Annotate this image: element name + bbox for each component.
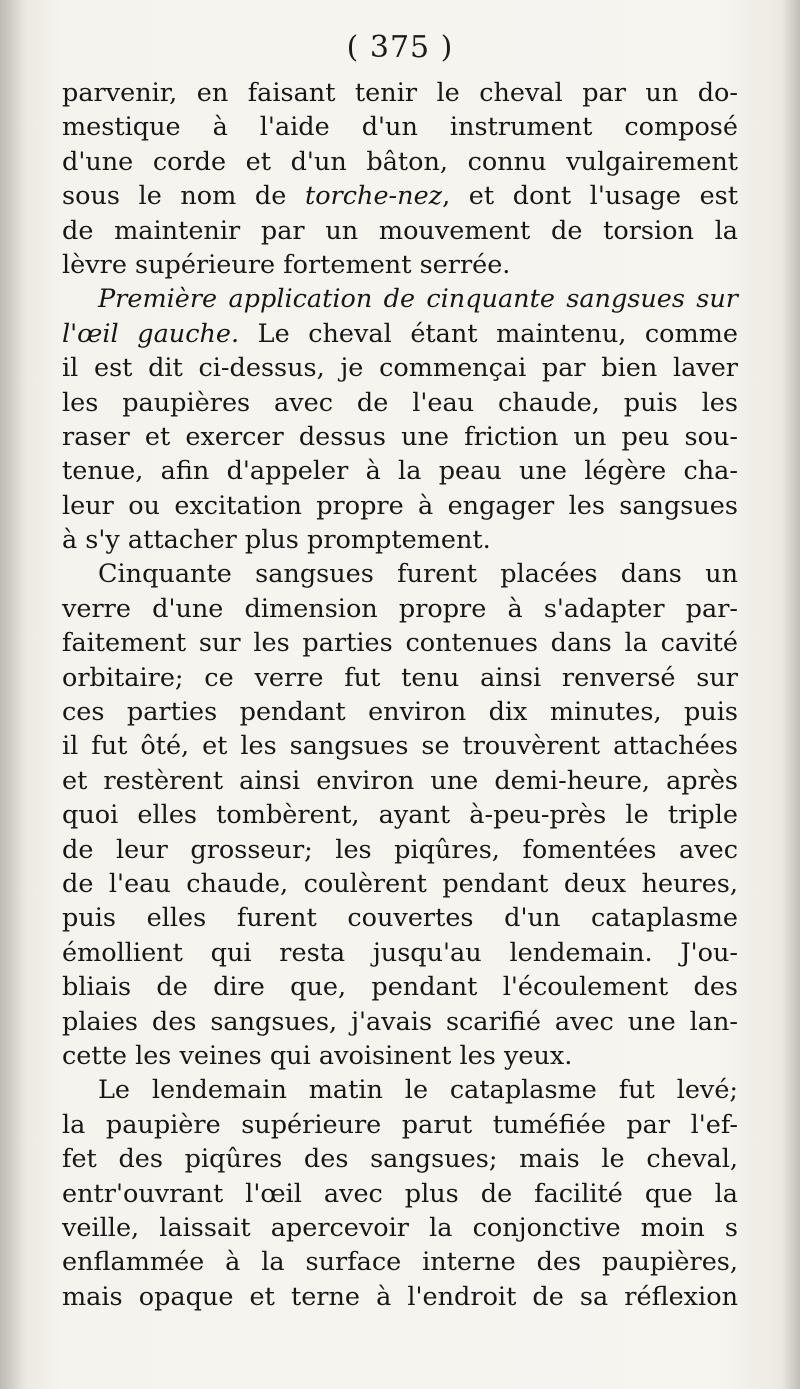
line-text: entr'ouvrant l'œil avec plus de facilité que la (62, 1178, 738, 1209)
text-line (62, 386, 738, 420)
text-line (62, 1108, 738, 1142)
text-line (62, 901, 738, 935)
text-line (62, 282, 738, 316)
text-line (62, 626, 738, 660)
line-text: parvenir, en faisant tenir le cheval par un do- (62, 78, 738, 108)
line-text: d'une corde et d'un bâton, connu vulgairement (62, 146, 738, 177)
text-line (62, 1280, 738, 1314)
text-line (62, 248, 738, 282)
text-line (62, 970, 738, 1004)
page-shadow-right (782, 0, 800, 1389)
text-line (62, 833, 738, 867)
paragraph (62, 76, 738, 282)
page-shadow-left (0, 0, 26, 1389)
line-text: ces parties pendant environ dix minutes, puis (62, 697, 738, 728)
line-text: il fut ôté, et les sangsues se trouvèrent attachées (62, 731, 738, 762)
text-line (62, 936, 738, 970)
line-text: mais opaque et terne à l'endroit de sa réflexion (62, 1281, 738, 1312)
text-line (62, 179, 738, 213)
text-line (62, 729, 738, 763)
text-line (62, 489, 738, 523)
text-line (62, 764, 738, 798)
text-line (62, 867, 738, 901)
line-text: puis elles furent couvertes d'un cataplasme (62, 903, 738, 934)
italic-text: Première application de cinquante sangsues sur (98, 284, 738, 315)
text-line (62, 76, 738, 110)
line-text: mestique à l'aide d'un instrument composé (62, 112, 738, 143)
line-text: enflammée à la surface interne des paupières, (62, 1247, 738, 1278)
line-text: de leur grosseur; les piqûres, fomentées avec (62, 834, 738, 865)
line-text: quoi elles tombèrent, ayant à-peu-près le triple (62, 800, 738, 831)
text-line (62, 695, 738, 729)
line-text: cette les veines qui avoisinent les yeux. (62, 1040, 573, 1071)
line-text: et restèrent ainsi environ une demi-heure, après (62, 765, 738, 796)
text-line (62, 1245, 738, 1279)
line-text: faitement sur les parties contenues dans la cavité (62, 628, 738, 659)
text-line (62, 110, 738, 144)
text-line (62, 454, 738, 488)
text-line (62, 420, 738, 454)
text-line (62, 351, 738, 385)
line-text: sous le nom de (62, 181, 305, 212)
line-text: bliais de dire que, pendant l'écoulement des (62, 972, 738, 1003)
paragraph (62, 282, 738, 557)
text-line (62, 317, 738, 351)
line-text: tenue, afin d'appeler à la peau une légère cha- (62, 456, 738, 487)
line-text: veille, laissait apercevoir la conjonctive moin s (62, 1212, 738, 1243)
line-text: émollient qui resta jusqu'au lendemain. J'ou- (62, 937, 738, 968)
text-line (62, 1142, 738, 1176)
text-line (62, 1073, 738, 1107)
page-number: ( 375 ) (346, 30, 454, 65)
line-text: lèvre supérieure fortement serrée. (62, 249, 511, 280)
text-line (62, 1211, 738, 1245)
line-text: à s'y attacher plus promptement. (62, 525, 491, 556)
text-line (62, 592, 738, 626)
text-line (62, 1005, 738, 1039)
line-text: verre d'une dimension propre à s'adapter par- (62, 593, 738, 624)
text-line (62, 661, 738, 695)
line-text: de l'eau chaude, coulèrent pendant deux heures, (62, 868, 738, 899)
line-text: orbitaire; ce verre fut tenu ainsi renversé sur (62, 662, 738, 693)
italic-text: l'œil gauche. (62, 318, 240, 349)
line-text: il est dit ci-dessus, je commençai par bien laver (62, 353, 738, 384)
line-text: plaies des sangsues, j'avais scarifié avec une lan- (62, 1006, 738, 1037)
line-text: fet des piqûres des sangsues; mais le cheval, (62, 1144, 738, 1175)
text-line (62, 1177, 738, 1211)
paragraph (62, 1073, 738, 1314)
text-line (62, 557, 738, 591)
paragraph (62, 557, 738, 1073)
line-text: les paupières avec de l'eau chaude, puis les (62, 387, 738, 418)
line-text: Le lendemain matin le cataplasme fut levé; (98, 1075, 738, 1106)
line-text: Le cheval étant maintenu, comme (239, 318, 738, 349)
line-text: , et dont l'usage est (442, 181, 738, 212)
text-line (62, 523, 738, 557)
line-text: de maintenir par un mouvement de torsion la (62, 215, 738, 246)
text-line (62, 798, 738, 832)
line-text: la paupière supérieure parut tuméfiée par l'ef- (62, 1109, 738, 1140)
line-text: raser et exercer dessus une friction un peu sou- (62, 421, 738, 452)
text-line (62, 145, 738, 179)
line-text: Cinquante sangsues furent placées dans un (98, 559, 738, 590)
line-text: leur ou excitation propre à engager les sangsues (62, 490, 738, 521)
text-line (62, 214, 738, 248)
text-line (62, 1039, 738, 1073)
italic-text: torche-nez (304, 181, 443, 212)
body-text (62, 76, 738, 1314)
